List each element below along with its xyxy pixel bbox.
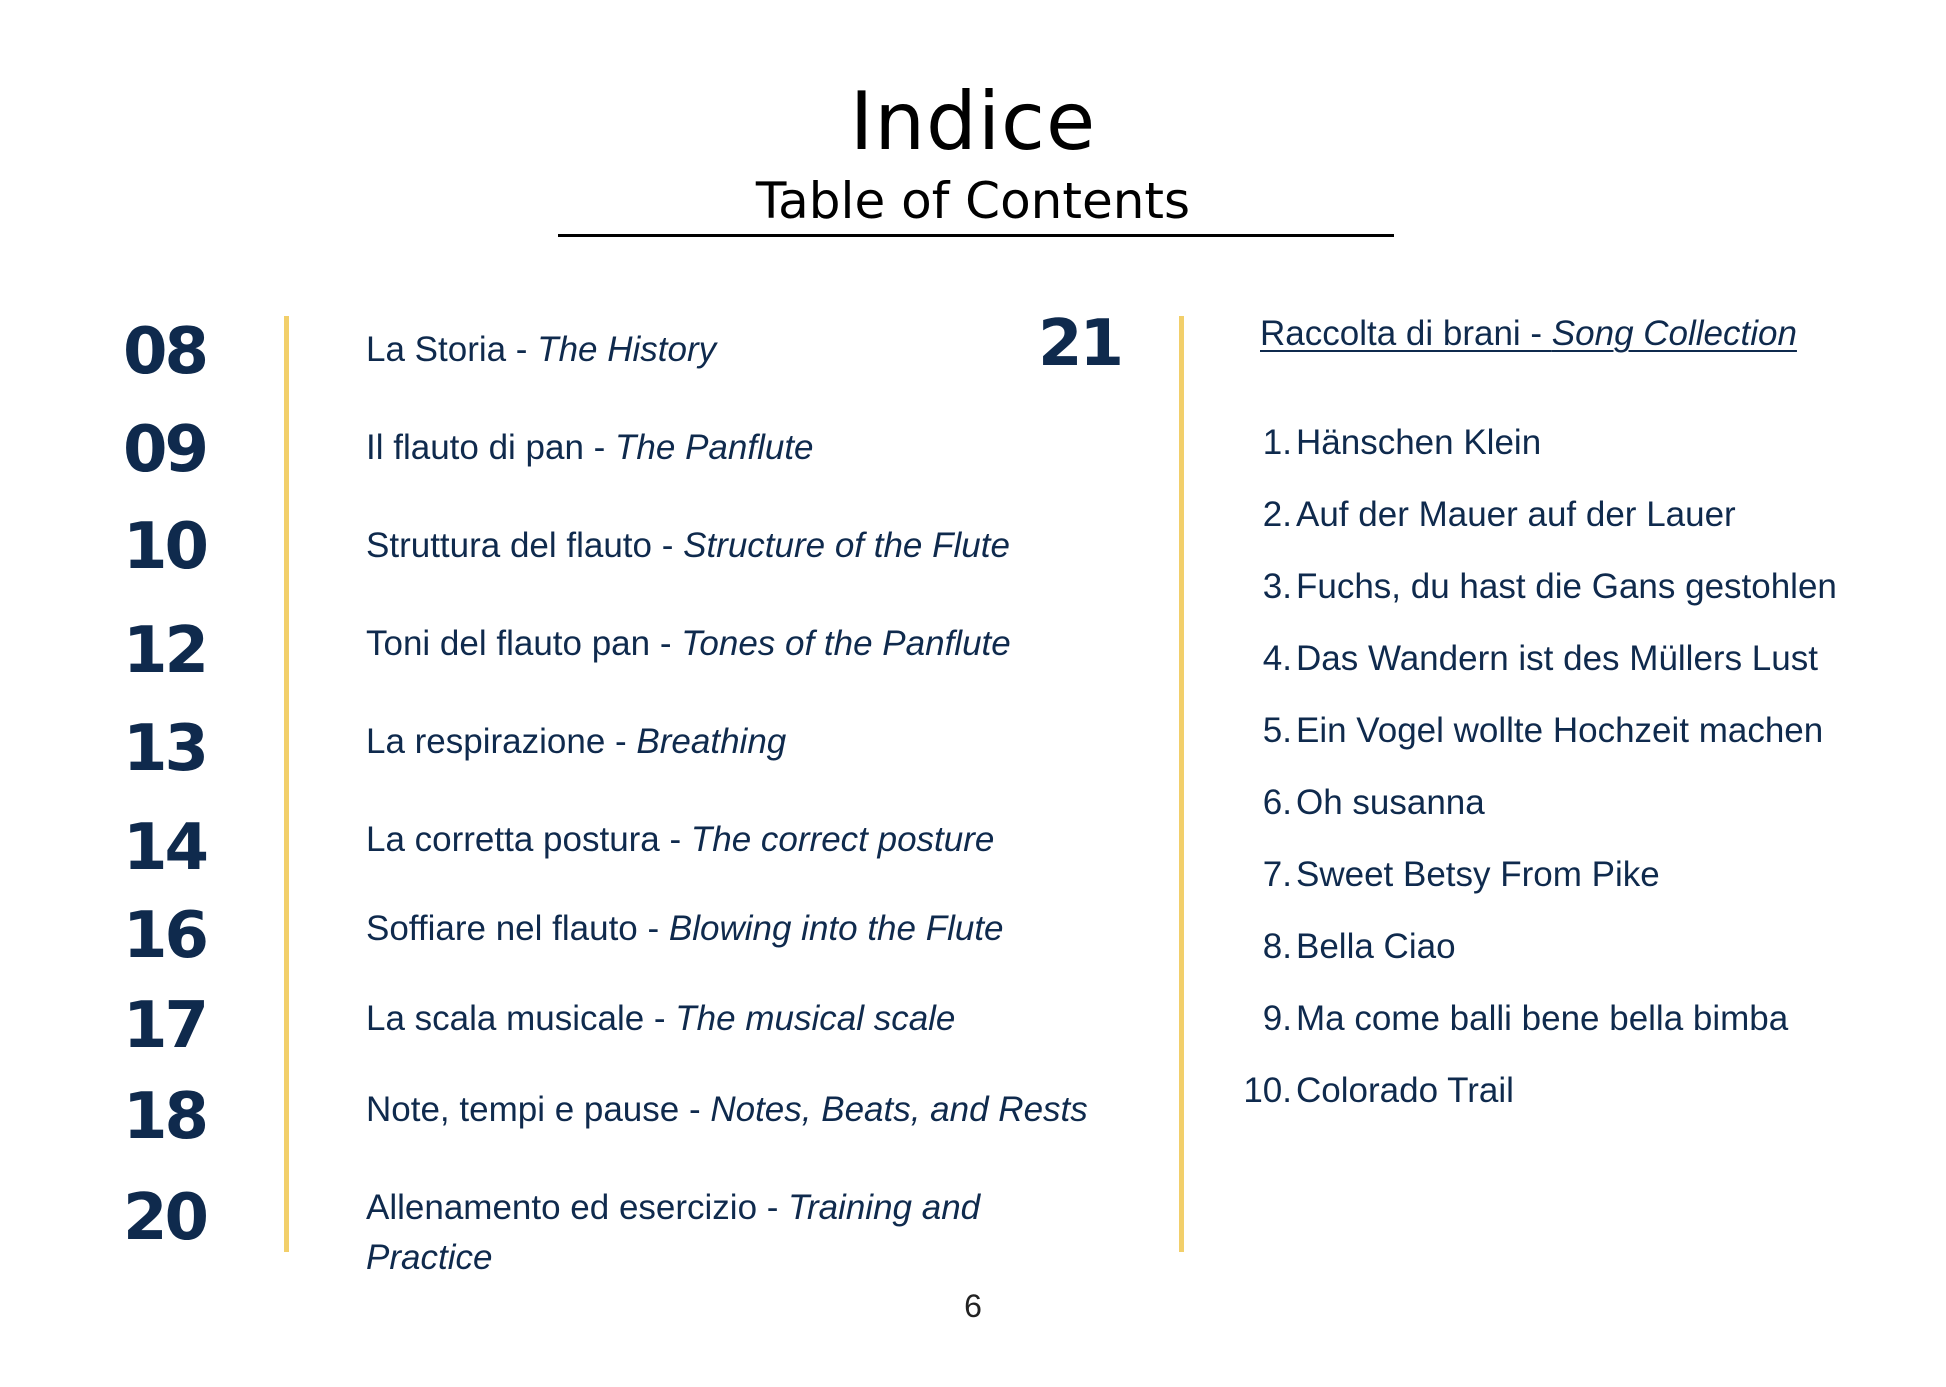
song-number: 6. (1262, 783, 1292, 822)
toc-entry-english: The History (537, 330, 717, 369)
song-item[interactable] (1180, 641, 1818, 676)
song-item[interactable] (1180, 569, 1837, 604)
toc-entry-english: Breathing (636, 722, 787, 761)
toc-page-number: 14 (122, 811, 206, 885)
toc-entry-italian: La scala musicale - (366, 999, 676, 1038)
toc-entry-italian: Note, tempi e pause - (366, 1090, 711, 1129)
song-title: Bella Ciao (1296, 927, 1456, 966)
toc-page-number: 13 (122, 712, 206, 786)
song-title: Auf der Mauer auf der Lauer (1296, 495, 1736, 534)
toc-entry-italian: La Storia - (366, 330, 538, 369)
song-item[interactable] (1180, 785, 1485, 820)
toc-page-number: 12 (122, 614, 206, 688)
left-divider-line (284, 316, 289, 1252)
song-item[interactable] (1180, 929, 1456, 964)
song-title: Oh susanna (1296, 783, 1485, 822)
toc-entry-english: Training and Practice (366, 1188, 981, 1277)
song-collection-heading-english: Song Collection (1551, 314, 1797, 353)
toc-page-number: 08 (122, 315, 206, 389)
toc-page-number: 10 (122, 510, 206, 584)
toc-entry-english: Structure of the Flute (683, 526, 1010, 565)
song-number: 8. (1262, 927, 1292, 966)
toc-entry-english: Blowing into the Flute (668, 909, 1004, 948)
song-title: Fuchs, du hast die Gans gestohlen (1296, 567, 1837, 606)
toc-entry-italian: La respirazione - (366, 722, 637, 761)
toc-entry[interactable] (366, 1183, 1066, 1283)
song-number: 7. (1262, 855, 1292, 894)
toc-entry[interactable] (366, 815, 994, 865)
song-number: 10. (1243, 1071, 1292, 1110)
toc-entry[interactable] (366, 717, 786, 767)
toc-page-number: 16 (122, 899, 206, 973)
song-item[interactable] (1180, 857, 1660, 892)
page-subtitle: Table of Contents (755, 172, 1191, 230)
toc-page-number: 18 (122, 1080, 206, 1154)
song-number: 4. (1262, 639, 1292, 678)
toc-entry-italian: Struttura del flauto - (366, 526, 684, 565)
song-item[interactable] (1180, 1001, 1788, 1036)
toc-entry[interactable] (366, 521, 1010, 571)
song-number: 3. (1262, 567, 1292, 606)
toc-page-number: 20 (122, 1181, 206, 1255)
toc-entry-english: The musical scale (675, 999, 956, 1038)
toc-entry-italian: Soffiare nel flauto - (366, 909, 669, 948)
song-item[interactable] (1180, 713, 1823, 748)
toc-entry[interactable] (366, 325, 716, 375)
toc-entry[interactable] (366, 1085, 1088, 1135)
toc-page-number: 09 (122, 413, 206, 487)
toc-entry-italian: Il flauto di pan - (366, 428, 616, 467)
song-title: Das Wandern ist des Müllers Lust (1296, 639, 1818, 678)
song-number: 5. (1262, 711, 1292, 750)
song-title: Hänschen Klein (1296, 423, 1542, 462)
page-number: 6 (964, 1288, 982, 1324)
toc-entry[interactable] (366, 994, 955, 1044)
toc-entry[interactable] (366, 619, 1011, 669)
song-title: Colorado Trail (1296, 1071, 1514, 1110)
song-title: Ma come balli bene bella bimba (1296, 999, 1789, 1038)
toc-entry-english: The Panflute (615, 428, 814, 467)
toc-entry-english: Tones of the Panflute (681, 624, 1011, 663)
toc-entry-italian: Allenamento ed esercizio - (366, 1188, 789, 1227)
title-underline (558, 234, 1394, 237)
song-number: 2. (1262, 495, 1292, 534)
song-collection-page-number: 21 (1038, 307, 1122, 381)
toc-entry[interactable] (366, 904, 1004, 954)
song-item[interactable] (1180, 1073, 1514, 1108)
song-title: Ein Vogel wollte Hochzeit machen (1296, 711, 1824, 750)
song-number: 1. (1262, 423, 1292, 462)
song-item[interactable] (1180, 425, 1541, 460)
toc-entry-english: The correct posture (690, 820, 995, 859)
song-title: Sweet Betsy From Pike (1296, 855, 1660, 894)
toc-entry[interactable] (366, 423, 814, 473)
page-title: Indice (849, 75, 1097, 168)
toc-entry-italian: Toni del flauto pan - (366, 624, 682, 663)
song-collection-heading-italian: Raccolta di brani - (1260, 314, 1552, 353)
toc-entry-english: Notes, Beats, and Rests (710, 1090, 1088, 1129)
song-item[interactable] (1180, 497, 1736, 532)
toc-entry-italian: La corretta postura - (366, 820, 691, 859)
toc-page-number: 17 (122, 989, 206, 1063)
song-collection-heading[interactable] (1260, 314, 1797, 354)
song-number: 9. (1262, 999, 1292, 1038)
